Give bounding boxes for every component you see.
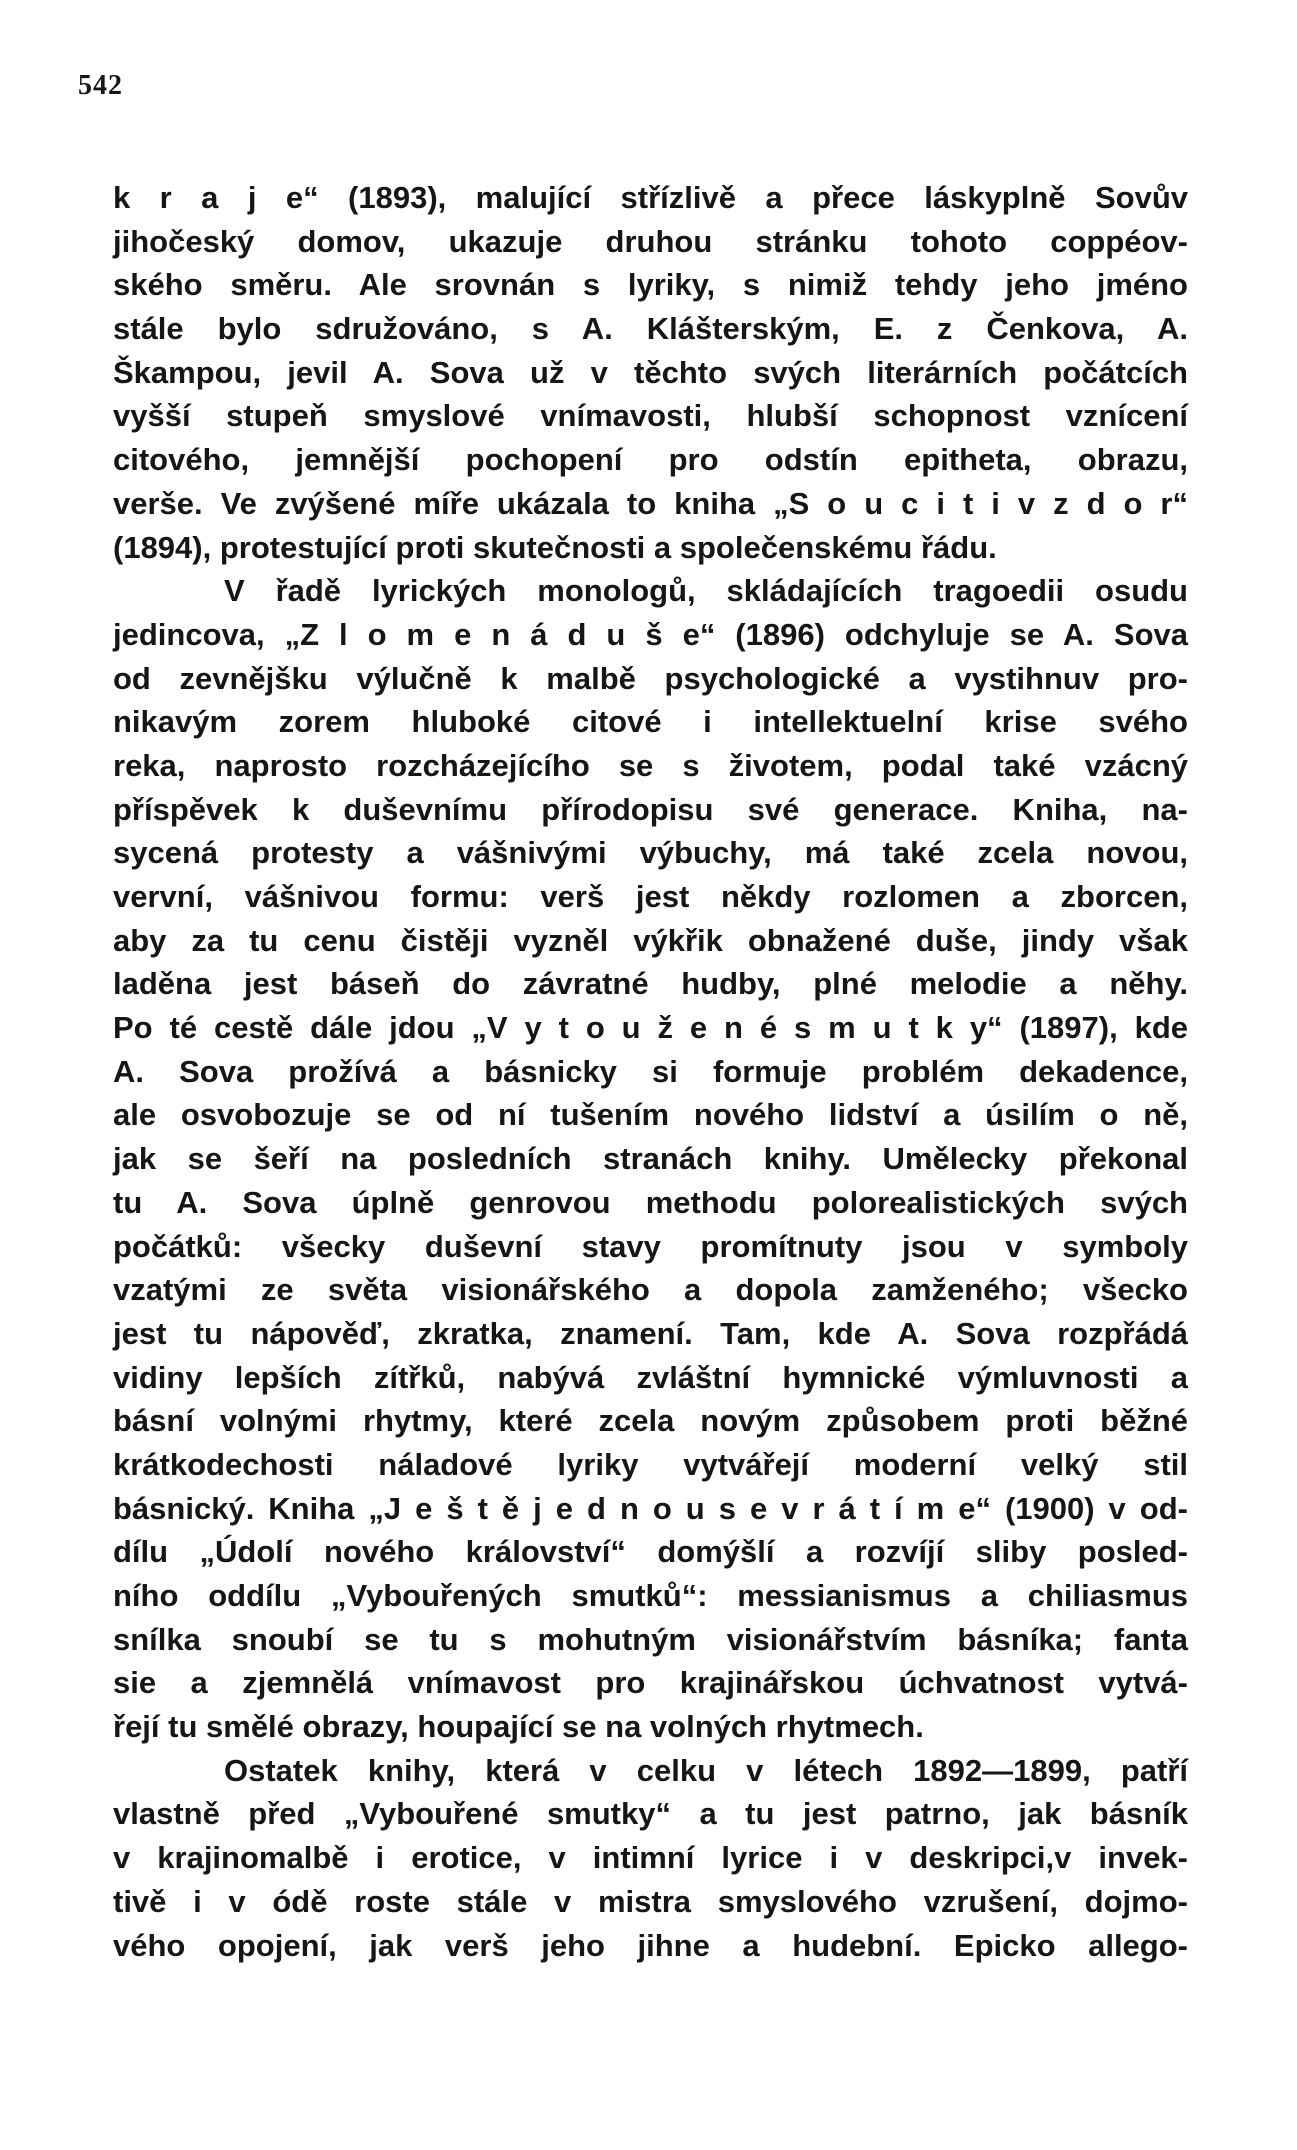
text-line: stále bylo sdružováno, s A. Klášterským, E. z Čenkova, A. [113,311,1188,347]
text-line: ského směru. Ale srovnán s lyriky, s nimiž tehdy jeho jméno [113,267,1188,303]
text-line: (1894), protestující proti skutečnosti a společenskému řádu. [113,529,997,565]
text-line: tivě i v ódě roste stále v mistra smyslového vzrušení, dojmo- [113,1883,1188,1919]
text-line: příspěvek k duševnímu přírodopisu své generace. Kniha, na- [113,791,1188,827]
text-line: Škampou, jevil A. Sova už v těchto svých literárních počátcích [113,354,1188,390]
text-line: dílu „Údolí nového království“ domýšlí a rozvíjí sliby posled- [113,1534,1188,1570]
text-line: Po té cestě dále jdou „V y t o u ž e n é s m u t k y“ (1897), kde [113,1010,1188,1046]
text-line: V řadě lyrických monologů, skládajících tragoedii osudu [224,573,1188,609]
text-line: řejí tu smělé obrazy, houpající se na volných rhytmech. [113,1709,924,1745]
text-line: snílka snoubí se tu s mohutným visionářstvím básníka; fanta [113,1621,1188,1657]
text-line: jest tu nápověď, zkratka, znamení. Tam, kde A. Sova rozpřádá [113,1315,1188,1351]
text-line: vidiny lepších zítřků, nabývá zvláštní hymnické výmluvnosti a [113,1359,1188,1395]
text-line: k r a j e“ (1893), malující střízlivě a přece láskyplně Sovův [113,180,1188,215]
text-line: počátků: všecky duševní stavy promítnuty jsou v symboly [113,1228,1188,1264]
text-line: vlastně před „Vybouřené smutky“ a tu jest patrno, jak básník [113,1796,1188,1832]
text-line: reka, naprosto rozcházejícího se s životem, podal také vzácný [113,747,1188,783]
text-line: ale osvobozuje se od ní tušením nového lidství a úsilím o ně, [113,1097,1188,1133]
text-line: jak se šeří na posledních stranách knihy. Umělecky překonal [113,1141,1188,1177]
text-line: od zevnějšku výlučně k malbě psychologické a vystihnuv pro- [113,660,1188,696]
text-line: vzatými ze světa visionářského a dopola zamženého; všecko [113,1272,1188,1308]
body-text [113,176,1188,1967]
text-line: básnický. Kniha „J e š t ě j e d n o u s e v r á t í m e“ (1900) v od- [113,1490,1188,1526]
text-line: ního oddílu „Vybouřených smutků“: messianismus a chiliasmus [113,1578,1188,1613]
text-line: nikavým zorem hluboké citové i intellektuelní krise svého [113,704,1188,740]
text-line: jihočeský domov, ukazuje druhou stránku tohoto coppéov- [113,223,1188,259]
text-line: vyšší stupeň smyslové vnímavosti, hlubší schopnost vznícení [113,398,1188,434]
text-line: aby za tu cenu čistěji vyzněl výkřik obnažené duše, jindy však [113,922,1188,958]
text-line: sycená protesty a vášnivými výbuchy, má také zcela novou, [113,835,1188,871]
text-line: vého opojení, jak verš jeho jihne a hudební. Epicko allego- [113,1927,1188,1963]
text-line: verše. Ve zvýšené míře ukázala to kniha „S o u c i t i v z d o r“ [113,485,1188,521]
text-line: sie a zjemnělá vnímavost pro krajinářskou úchvatnost vytvá- [113,1665,1188,1701]
text-line: citového, jemnější pochopení pro odstín epitheta, obrazu, [113,442,1188,478]
text-line: básní volnými rhytmy, které zcela novým způsobem proti běžné [113,1403,1188,1439]
text-line: tu A. Sova úplně genrovou methodu polorealistických svých [113,1184,1188,1220]
text-line: v krajinomalbě i erotice, v intimní lyrice i v deskripci,v invek- [113,1840,1188,1876]
text-line: Ostatek knihy, která v celku v létech 1892—1899, patří [224,1752,1188,1788]
text-line: A. Sova prožívá a básnicky si formuje problém dekadence, [113,1053,1188,1089]
text-line: laděna jest báseň do závratné hudby, plné melodie a něhy. [113,966,1188,1002]
text-line: vervní, vášnivou formu: verš jest někdy rozlomen a zborcen, [113,879,1188,914]
text-line: jedincova, „Z l o m e n á d u š e“ (1896) odchyluje se A. Sova [113,616,1188,652]
text-line: krátkodechosti náladové lyriky vytvářejí moderní velký stil [113,1446,1188,1482]
page-number: 542 [78,70,123,101]
